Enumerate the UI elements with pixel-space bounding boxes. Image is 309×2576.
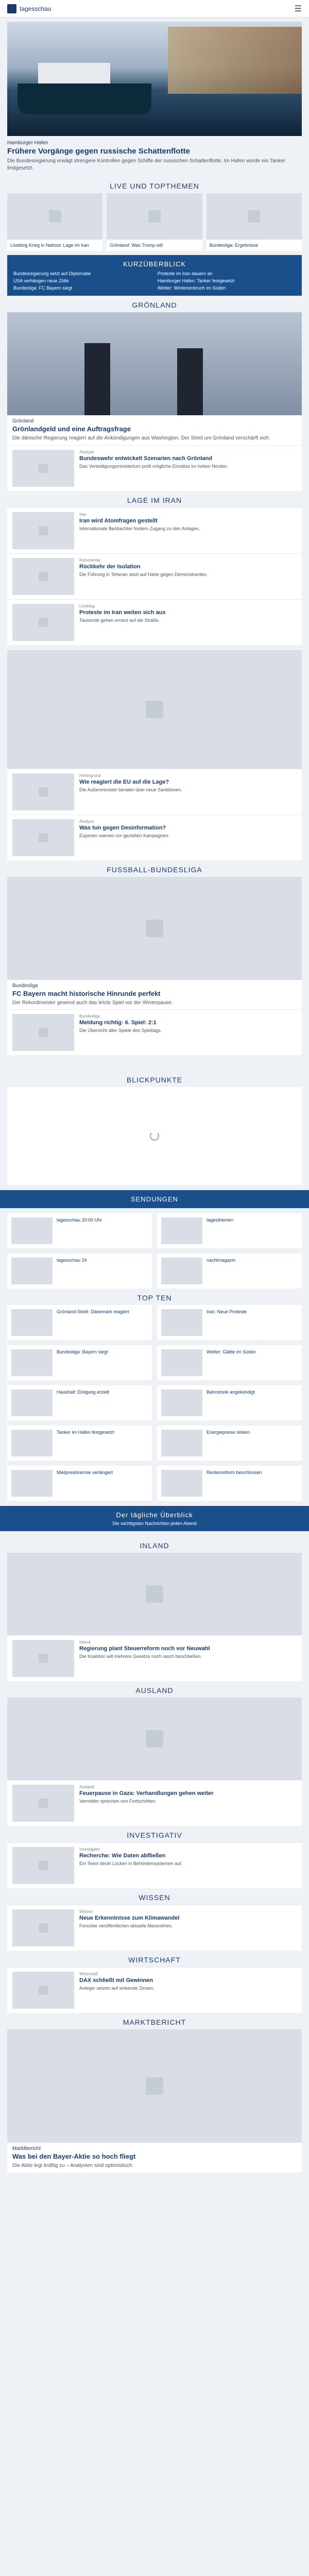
groenland-photo[interactable] [7, 312, 302, 415]
sendung-thumbnail [161, 1258, 202, 1284]
item-thumbnail [12, 512, 74, 549]
markt-text [7, 2143, 302, 2173]
inland-photo[interactable] [7, 1553, 302, 1635]
fussball-headline[interactable]: FC Bayern macht historische Hinrunde perfekt [12, 989, 161, 997]
section-title-wissen: WISSEN [139, 1893, 170, 1902]
image-placeholder-icon [39, 464, 48, 473]
image-placeholder-icon [146, 1730, 163, 1748]
item-label: Kommentar [79, 557, 101, 563]
markt-kicker: Marktbericht [12, 2146, 41, 2151]
fussball-text [7, 980, 302, 1010]
top-theme-card[interactable] [207, 193, 302, 251]
item-meta [79, 1640, 297, 1677]
top-theme-title: Liveblog Krieg in Nahost: Lage im Iran [10, 243, 89, 248]
top-theme-image [107, 193, 202, 240]
item-title: DAX schließt mit Gewinnen [79, 1977, 153, 1984]
top-ten-item[interactable] [7, 1385, 152, 1420]
top-ten-title: Bundesliga: Bayern siegt [57, 1349, 108, 1354]
item-label: Iran [79, 512, 87, 517]
top-theme-card[interactable] [107, 193, 202, 251]
top-ten-thumbnail [161, 1389, 202, 1416]
top-ten-grid [7, 1305, 302, 1501]
overview-item[interactable]: Bundesliga: FC Bayern siegt [13, 285, 73, 291]
top-ten-title: Wetter: Glätte im Süden [207, 1349, 256, 1354]
item-meta [79, 604, 297, 641]
list-item[interactable] [7, 1009, 302, 1055]
section-title-groenland: GRÖNLAND [132, 301, 177, 309]
sendung-card[interactable] [7, 1253, 152, 1289]
sendung-thumbnail [11, 1258, 53, 1284]
top-ten-item[interactable] [157, 1345, 302, 1380]
image-placeholder-icon [39, 1986, 48, 1995]
section-title-markt: MARKTBERICHT [123, 2018, 186, 2026]
item-meta [79, 558, 297, 595]
item-thumbnail [12, 1847, 74, 1884]
item-thumbnail [12, 1909, 74, 1946]
list-item[interactable] [7, 815, 302, 860]
item-label: Inland [79, 1640, 91, 1645]
item-label: Analyse [79, 819, 94, 824]
image-placeholder-icon [39, 1799, 48, 1808]
top-theme-image [207, 193, 302, 240]
image-placeholder-icon [39, 1923, 48, 1933]
item-thumbnail [12, 1640, 74, 1677]
item-meta [79, 1909, 297, 1946]
section-title-wirtschaft: WIRTSCHAFT [128, 1956, 181, 1964]
list-item[interactable] [7, 553, 302, 599]
section-title-ausland: AUSLAND [135, 1686, 174, 1694]
item-title: Feuerpause in Gaza: Verhandlungen gehen weiter [79, 1790, 214, 1797]
hero-kicker: Hamburger Hafen [7, 140, 48, 146]
top-ten-item[interactable] [7, 1305, 152, 1340]
item-desc: Die Übersicht aller Spiele des Spieltags. [79, 1028, 162, 1033]
top-ten-title: Iran: Neue Proteste [207, 1309, 247, 1314]
item-meta [79, 1972, 297, 2009]
item-thumbnail [12, 1014, 74, 1051]
top-ten-thumbnail [11, 1430, 53, 1456]
blickpunkte-carousel[interactable] [7, 1087, 302, 1185]
sendung-card[interactable] [7, 1213, 152, 1248]
section-title-iran: LAGE IM IRAN [127, 496, 182, 504]
top-ten-title: Grönland-Streit: Dänemark reagiert [57, 1309, 129, 1314]
top-ten-title: Rentenreform beschlossen [207, 1470, 262, 1475]
ausland-photo[interactable] [7, 1698, 302, 1780]
image-placeholder-icon [39, 618, 48, 627]
item-title: Wie reagiert die EU auf die Lage? [79, 778, 169, 785]
image-placeholder-icon [39, 833, 48, 842]
loading-spinner-icon [150, 1131, 159, 1141]
top-ten-title: Mietpreisbremse verlängert [57, 1470, 113, 1475]
item-meta [79, 1014, 297, 1051]
iran-photo[interactable] [7, 650, 302, 769]
item-thumbnail [12, 1972, 74, 2009]
top-themes-row [7, 193, 302, 251]
logo-icon[interactable] [7, 4, 16, 13]
overview-list [13, 271, 296, 291]
item-title: Meldung richtig: 6. Spiel: 2:1 [79, 1020, 157, 1026]
item-desc: Experten warnen vor gezielten Kampagnen. [79, 833, 170, 838]
image-placeholder-icon [49, 210, 61, 223]
hero-headline[interactable]: Frühere Vorgänge gegen russische Schattenflotte [7, 147, 190, 156]
section-title-blickpunkte: BLICKPUNKTE [126, 1076, 183, 1084]
hero-image[interactable] [7, 22, 302, 136]
fussball-teaser: Der Rekordmeister gewinnt auch das letzte Spiel vor der Winterpause. [12, 999, 173, 1006]
overview-item[interactable]: USA verhängen neue Zölle [13, 278, 69, 283]
item-desc: Die Außenminister beraten über neue Sanktionen. [79, 787, 182, 792]
overview-box [7, 255, 302, 296]
item-desc: Vermittler sprechen von Fortschritten. [79, 1799, 157, 1804]
sendungen-title: SENDUNGEN [130, 1195, 179, 1203]
image-placeholder-icon [146, 701, 163, 718]
sendung-thumbnail [161, 1217, 202, 1244]
top-theme-title: Grönland: Was Trump will [110, 243, 163, 248]
image-placeholder-icon [39, 1654, 48, 1663]
item-label: Liveblog [79, 603, 95, 608]
item-meta [79, 819, 297, 856]
item-title: Regierung plant Steuerreform noch vor Neuwahl [79, 1646, 210, 1652]
overview-item[interactable]: Hamburger Hafen: Tanker festgesetzt [158, 278, 235, 283]
top-ten-item[interactable] [7, 1466, 152, 1501]
item-title: Bundeswehr entwickelt Szenarien nach Grönland [79, 455, 212, 462]
list-item[interactable] [7, 1635, 302, 1681]
image-placeholder-icon [39, 1028, 48, 1037]
top-ten-thumbnail [161, 1349, 202, 1376]
list-item[interactable] [7, 1780, 302, 1826]
item-label: Investigativ [79, 1847, 100, 1852]
groenland-teaser: Die dänische Regierung reagiert auf die Ankündigungen aus Washington. Der Streit um Grönland verschärft sich. [12, 435, 270, 441]
list-item[interactable] [7, 1905, 302, 1951]
item-desc: Tausende gehen erneut auf die Straße. [79, 617, 160, 623]
sendung-card[interactable] [157, 1213, 302, 1248]
top-theme-image [7, 193, 102, 240]
sendung-title: tagesschau 20:00 Uhr [57, 1217, 102, 1223]
top-ten-thumbnail [161, 1309, 202, 1336]
list-item[interactable] [7, 599, 302, 645]
sendung-thumbnail [11, 1217, 53, 1244]
top-ten-item[interactable] [157, 1305, 302, 1340]
fussball-kicker: Bundesliga [12, 982, 38, 989]
item-thumbnail [12, 773, 74, 810]
item-desc: Internationale Beobachter fordern Zugang zu den Anlagen. [79, 526, 200, 531]
top-ten-item[interactable] [157, 1385, 302, 1420]
sendungen-box [0, 1190, 309, 1208]
top-ten-thumbnail [161, 1430, 202, 1456]
markt-teaser: Die Aktie legt kräftig zu – Analysten sind optimistisch. [12, 2163, 134, 2168]
hero-text [7, 136, 302, 177]
image-placeholder-icon [39, 572, 48, 581]
overview-item[interactable]: Wetter: Wintereinbruch im Süden [158, 285, 226, 291]
person-figure [84, 343, 110, 415]
top-ten-thumbnail [11, 1470, 53, 1497]
item-thumbnail [12, 604, 74, 641]
image-placeholder-icon [39, 526, 48, 535]
groenland-text [7, 415, 302, 445]
item-label: Analyse [79, 449, 94, 454]
item-thumbnail [12, 450, 74, 487]
top-ten-title: Haushalt: Einigung erzielt [57, 1389, 110, 1395]
list-item[interactable] [7, 769, 302, 815]
item-label: Ausland [79, 1785, 94, 1789]
item-title: Was tun gegen Desinformation? [79, 824, 166, 831]
item-thumbnail [12, 819, 74, 856]
top-ten-thumbnail [11, 1309, 53, 1336]
image-placeholder-icon [146, 920, 163, 937]
top-ten-thumbnail [11, 1389, 53, 1416]
markt-photo[interactable] [7, 2029, 302, 2143]
top-ten-title: Bahnstreik angekündigt [207, 1389, 255, 1395]
top-ten-item[interactable] [7, 1345, 152, 1380]
item-meta [79, 1847, 297, 1884]
top-ten-thumbnail [161, 1470, 202, 1497]
item-desc: Die Führung in Teheran setzt auf Härte gegen Demonstranten. [79, 571, 208, 577]
image-placeholder-icon [146, 2077, 163, 2095]
image-placeholder-icon [248, 210, 260, 223]
item-meta [79, 773, 297, 810]
newsletter-subtitle: Die wichtigsten Nachrichten jeden Abend [112, 1521, 197, 1526]
top-ten-title: Tanker im Hafen festgesetzt [57, 1430, 114, 1435]
item-meta [79, 512, 297, 549]
item-meta [79, 450, 297, 487]
sendung-title: nachtmagazin [207, 1258, 236, 1263]
item-thumbnail [12, 1785, 74, 1822]
item-desc: Ein Team deckt Lücken in Behördensystemen auf. [79, 1861, 182, 1866]
image-placeholder-icon [39, 1861, 48, 1870]
sendung-title: tagesthemen [207, 1217, 234, 1223]
item-label: Bundesliga [79, 1014, 100, 1019]
item-title: Iran wird Atomfragen gestellt [79, 517, 158, 524]
top-ten-item[interactable] [7, 1426, 152, 1461]
hero-ship [18, 83, 151, 114]
item-desc: Anleger setzen auf sinkende Zinsen. [79, 1986, 154, 1991]
overview-item[interactable]: Bundesregierung setzt auf Diplomatie [13, 271, 91, 276]
hero-bridge [38, 63, 110, 83]
hamburger-icon[interactable]: ☰ [294, 4, 302, 13]
item-meta [79, 1785, 297, 1822]
section-title-top-themes: LIVE UND TOPTHEMEN [110, 182, 199, 190]
hero-city [168, 27, 302, 94]
markt-headline[interactable]: Was bei den Bayer-Aktie so hoch fliegt [12, 2153, 136, 2160]
section-title-inland: INLAND [140, 1541, 169, 1550]
image-placeholder-icon [146, 1585, 163, 1603]
sendungen-grid [7, 1213, 302, 1289]
groenland-kicker: Grönland [12, 418, 34, 424]
item-label: Hintergrund [79, 773, 101, 778]
brand-name[interactable]: tagesschau [20, 5, 52, 12]
overview-item[interactable]: Proteste im Iran dauern an [158, 271, 213, 276]
item-title: Proteste im Iran weiten sich aus [79, 609, 166, 616]
list-item[interactable] [7, 445, 302, 491]
list-item[interactable] [7, 507, 302, 553]
top-theme-card[interactable] [7, 193, 102, 251]
image-placeholder-icon [148, 210, 161, 223]
hero-teaser: Die Bundesregierung erwägt strengere Kontrollen gegen Schiffe der russischen Schattenflotte. Im Hafen wurde ein Tanker festgesetzt. [7, 158, 285, 171]
top-theme-title: Bundesliga: Ergebnisse [209, 243, 259, 248]
person-figure [177, 348, 203, 415]
item-title: Recherche: Wie Daten abfließen [79, 1853, 166, 1859]
item-desc: Die Koalition will mehrere Gesetze noch rasch beschließen. [79, 1654, 202, 1659]
list-item[interactable] [7, 1967, 302, 2013]
item-desc: Forscher veröffentlichen aktuelle Messreihen. [79, 1923, 173, 1928]
section-title-top-ten: TOP TEN [137, 1294, 172, 1302]
list-item[interactable] [7, 1842, 302, 1888]
sendung-title: tagesschau 24 [57, 1258, 87, 1263]
section-title-fussball: FUSSBALL-BUNDESLIGA [107, 865, 202, 874]
fussball-photo[interactable] [7, 877, 302, 980]
item-thumbnail [12, 558, 74, 595]
item-label: Wirtschaft [79, 1972, 98, 1976]
item-desc: Das Verteidigungsministerium prüft mögliche Einsätze im hohen Norden. [79, 463, 229, 469]
groenland-headline[interactable]: Grönlandgeld und eine Auftragsfrage [12, 425, 131, 433]
section-title-investigativ: INVESTIGATIV [127, 1831, 182, 1839]
item-title: Rückkehr der Isolation [79, 563, 141, 570]
newsletter-title: Der tägliche Überblick [116, 1511, 193, 1519]
top-ten-item[interactable] [157, 1426, 302, 1461]
item-title: Neue Erkenntnisse zum Klimawandel [79, 1915, 180, 1921]
image-placeholder-icon [39, 787, 48, 796]
top-ten-item[interactable] [157, 1466, 302, 1501]
top-ten-title: Energiepreise sinken [207, 1430, 250, 1435]
newsletter-box [0, 1506, 309, 1531]
sendung-card[interactable] [157, 1253, 302, 1289]
overview-title: KURZÜBERBLICK [123, 260, 186, 268]
item-label: Wissen [79, 1909, 93, 1914]
site-header [0, 0, 309, 18]
top-ten-thumbnail [11, 1349, 53, 1376]
